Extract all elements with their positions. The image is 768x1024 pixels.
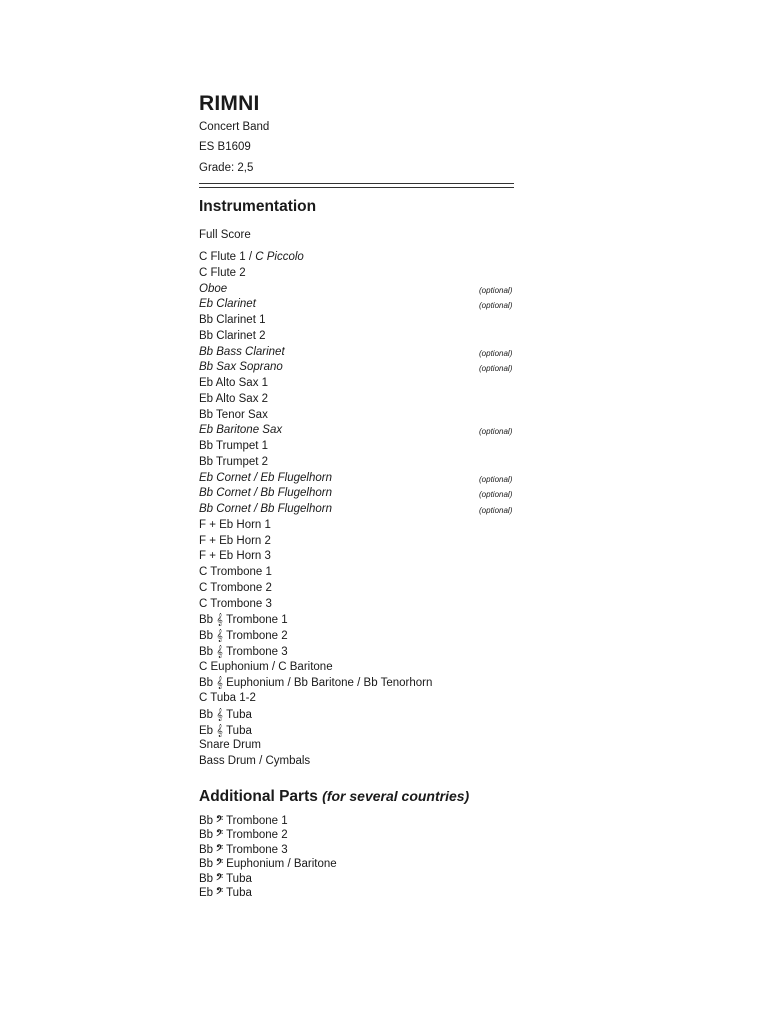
instrument-name [199,393,268,405]
instrument-prefix: Eb Cornet / Eb Flugelhorn [199,471,332,484]
instrument-name [199,361,283,373]
instrument-name [199,550,271,562]
instrument-name [199,314,265,326]
instrument-item [199,660,529,676]
instrument-name [199,409,268,421]
instrument-prefix: C Trombone 2 [199,581,272,594]
additional-part-item [199,828,337,842]
additional-part-item [199,843,337,857]
instrument-prefix: Bb [199,630,214,642]
instrument-item [199,345,529,361]
instrument-item [199,408,529,424]
additional-parts-list [199,814,337,900]
instrument-name [199,283,227,295]
instrument-name [199,755,310,767]
bass-clef-icon: 𝄢 [216,814,224,827]
additional-part-item [199,857,337,871]
instrument-prefix: Bb Sax Soprano [199,361,283,374]
instrument-prefix: Bb Tenor Sax [199,408,268,421]
additional-part-item [199,872,337,886]
treble-clef-icon: 𝄞 [216,644,223,658]
instrument-prefix: F + Eb Horn 2 [199,534,271,547]
bass-clef-icon: 𝄢 [216,885,224,899]
instrument-name [199,815,288,827]
additional-parts-subtitle: (for several countries) [322,788,470,804]
instrument-name [199,677,432,689]
additional-part-item [199,814,337,828]
bass-clef-icon: 𝄢 [216,828,224,842]
instrument-prefix: C Trombone 1 [199,566,272,578]
instrument-item [199,644,529,660]
instrument-prefix: Bb [199,645,214,658]
instrument-name [199,251,304,263]
instrument-item [199,471,529,487]
instrument-name [199,725,252,737]
instrument-prefix: C Flute 1 / [199,251,256,263]
instrument-prefix: C Flute 2 [199,266,246,279]
instrumentation-heading: Instrumentation [199,198,317,215]
instrument-prefix: Snare Drum [199,739,261,752]
instrument-item [199,502,529,518]
instrument-suffix: Euphonium / Baritone [226,858,337,871]
instrument-prefix: Eb [199,724,214,737]
optional-tag: (optional) [479,474,513,484]
instrument-prefix: Eb Alto Sax 1 [199,377,269,389]
instrument-name [199,582,272,594]
instrument-prefix: Bb Clarinet 1 [199,314,266,326]
instrument-alternate: C Piccolo [255,251,304,263]
instrument-item [199,597,529,613]
instrument-suffix: Trombone 1 [226,614,288,627]
optional-tag: (optional) [479,348,513,358]
instrument-prefix: Bb Cornet / Bb Flugelhorn [199,503,332,515]
instrument-suffix: Tuba [226,724,252,737]
instrument-item [199,628,529,644]
treble-clef-icon: 𝄞 [216,613,223,627]
instrument-prefix: Bb [199,614,214,627]
instrument-prefix: C Trombone 3 [199,597,272,610]
optional-tag: (optional) [479,506,513,515]
instrument-item [199,754,529,770]
instrument-prefix: Bb [199,829,214,842]
instrument-name [199,844,288,856]
instrument-prefix: Bb [199,708,214,721]
instrument-prefix: F + Eb Horn 3 [199,550,271,563]
catalog-number: ES B1609 [199,141,251,153]
instrument-item [199,360,529,376]
instrument-name [199,566,272,578]
instrument-name [199,298,256,310]
instrument-prefix: Eb Alto Sax 2 [199,392,269,405]
bass-clef-icon: 𝄢 [216,842,224,856]
instrument-prefix: F + Eb Horn 1 [199,518,271,531]
instrument-name [199,377,268,389]
bass-clef-icon: 𝄢 [216,871,224,885]
instrument-item [199,612,529,628]
instrument-name [199,709,252,721]
instrument-prefix: Oboe [199,282,228,295]
instrument-suffix: Tuba [226,886,252,899]
treble-clef-icon: 𝄞 [216,629,223,642]
instrument-name [199,535,271,547]
instrument-name [199,873,252,885]
instrument-prefix: Bb Bass Clarinet [199,345,285,358]
instrument-prefix: Bb Trumpet 2 [199,455,269,468]
instrument-item [199,376,529,392]
instrument-suffix: Trombone 2 [226,829,288,842]
instrument-prefix: Eb Clarinet [199,298,256,311]
instrument-prefix: Bb Clarinet 2 [199,329,266,342]
instrument-prefix: Eb [199,886,214,899]
instrument-name [199,661,333,673]
instrument-name [199,614,288,626]
instrument-suffix: Tuba [226,708,252,721]
instrument-name [199,424,282,436]
instrument-suffix: Trombone 3 [226,645,288,658]
instrument-prefix: Bb [199,677,214,690]
treble-clef-icon: 𝄞 [216,676,223,690]
optional-tag: (optional) [479,285,513,295]
instrument-item [199,565,529,581]
instrument-item [199,423,529,439]
instrument-item [199,723,529,739]
full-score-label: Full Score [199,229,251,241]
instrument-suffix: Trombone 1 [226,815,288,827]
instrument-suffix: Trombone 3 [226,843,288,856]
instrument-name [199,503,332,515]
instrument-name [199,692,256,704]
piece-title: RIMNI [199,92,260,115]
instrument-item [199,691,529,707]
instrument-name [199,887,252,899]
optional-tag: (optional) [479,490,513,500]
instrument-suffix: Euphonium / Bb Baritone / Bb Tenorhorn [226,677,433,690]
double-rule-divider [199,183,514,188]
instrument-suffix: Trombone 2 [226,630,288,642]
instrument-item [199,581,529,597]
instrument-name [199,858,337,870]
instrument-name [199,630,288,642]
instrument-item [199,455,529,471]
optional-tag: (optional) [479,427,513,437]
instrument-name [199,519,271,531]
instrument-name [199,346,285,358]
optional-tag: (optional) [479,301,513,311]
instrument-name [199,829,288,841]
instrument-item [199,392,529,408]
optional-tag: (optional) [479,364,513,374]
instrument-prefix: Bb [199,815,214,827]
instrument-item [199,675,529,691]
instrument-item [199,329,529,345]
instrument-prefix: Bb [199,872,214,885]
instrument-item [199,313,529,329]
instrument-item [199,707,529,723]
instrument-prefix: C Tuba 1-2 [199,692,256,704]
instrument-item [199,518,529,534]
instrument-prefix: Bb Cornet / Bb Flugelhorn [199,487,332,500]
instrumentation-list [199,250,529,770]
instrument-item [199,486,529,502]
instrument-item [199,266,529,282]
ensemble-type: Concert Band [199,121,270,133]
instrument-item [199,738,529,754]
instrument-item [199,250,529,266]
instrument-item [199,297,529,313]
instrument-suffix: Tuba [226,872,252,885]
additional-parts-heading [199,788,469,806]
instrument-name [199,472,332,484]
instrument-prefix: Bb Trumpet 1 [199,440,269,452]
bass-clef-icon: 𝄢 [216,857,224,871]
instrument-item [199,534,529,550]
instrument-prefix: Eb Baritone Sax [199,424,283,437]
instrument-prefix: Bb [199,858,214,871]
instrument-name [199,739,261,751]
instrument-prefix: Bb [199,843,214,856]
instrument-name [199,456,268,468]
grade-level: Grade: 2,5 [199,162,254,174]
instrument-name [199,598,272,610]
instrument-item [199,439,529,455]
instrument-name [199,487,332,499]
instrument-item [199,282,529,298]
instrument-name [199,646,288,658]
instrument-name [199,267,246,279]
instrument-name [199,440,268,452]
additional-parts-title: Additional Parts [199,788,318,805]
treble-clef-icon: 𝄞 [216,707,223,721]
instrument-prefix: C Euphonium / C Baritone [199,660,333,673]
instrument-prefix: Bass Drum / Cymbals [199,755,311,767]
instrument-item [199,549,529,565]
instrument-name [199,330,265,342]
treble-clef-icon: 𝄞 [216,723,223,737]
additional-part-item [199,886,337,900]
